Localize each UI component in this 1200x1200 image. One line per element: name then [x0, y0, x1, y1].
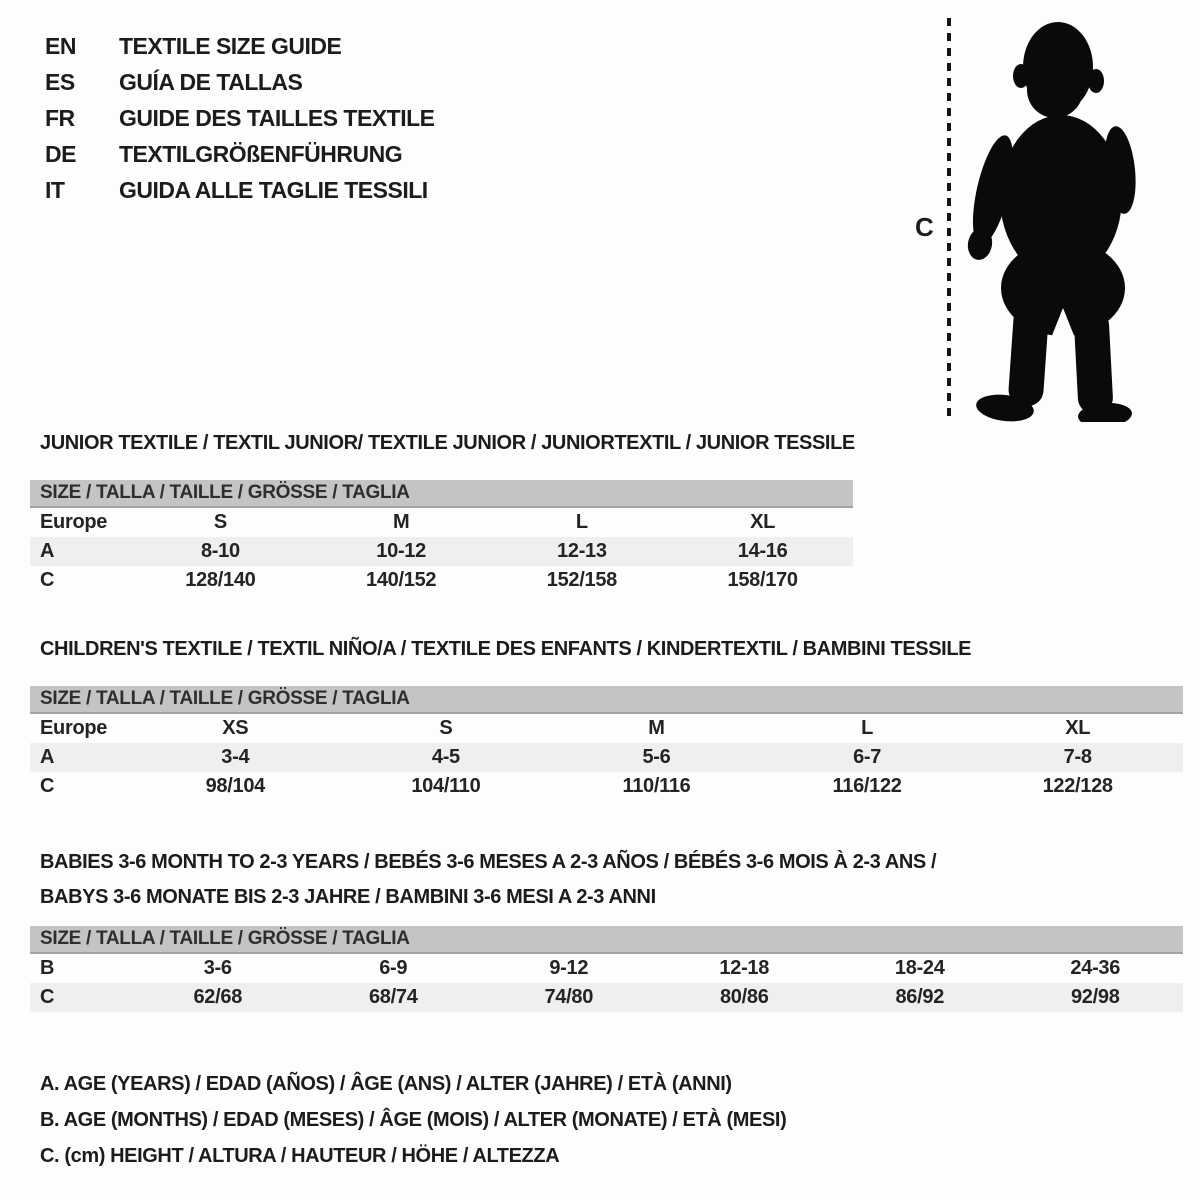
table-cell: 68/74: [368, 986, 418, 1008]
language-code: IT: [45, 176, 65, 203]
table-cell: XL: [750, 511, 776, 533]
language-row: [45, 136, 435, 172]
children-table-rows: [30, 714, 1183, 801]
table-cell: 6-7: [853, 746, 882, 768]
table-cell: 8-10: [200, 540, 240, 562]
table-cell: 10-12: [376, 540, 426, 562]
table-cell: 116/122: [832, 775, 902, 797]
table-cell: 5-6: [642, 746, 671, 768]
table-cell: 86/92: [895, 986, 945, 1008]
language-code: FR: [45, 104, 75, 131]
row-label: Europe: [40, 511, 108, 533]
table-row: [30, 537, 853, 566]
language-title: TEXTILGRÖßENFÜHRUNG: [119, 140, 403, 167]
table-cell: XL: [1065, 717, 1091, 739]
junior-table-rows: [30, 508, 853, 595]
table-cell: 158/170: [727, 569, 798, 591]
row-label: C: [40, 569, 55, 591]
babies-table-rows: [30, 954, 1183, 1012]
language-title: TEXTILE SIZE GUIDE: [119, 32, 342, 59]
table-cell: 74/80: [544, 986, 594, 1008]
table-cell: 128/140: [185, 569, 256, 591]
table-cell: 3-4: [221, 746, 250, 768]
table-cell: 152/158: [546, 569, 617, 591]
table-cell: 24-36: [1070, 957, 1121, 979]
table-cell: 98/104: [205, 775, 265, 797]
height-measure-label: C: [915, 212, 934, 242]
children-size-table: [30, 686, 1183, 801]
language-title: GUIDE DES TAILLES TEXTILE: [119, 104, 435, 131]
table-cell: 62/68: [193, 986, 243, 1008]
babies-section-title-line2: BABYS 3-6 MONATE BIS 2-3 JAHRE / BAMBINI 3-6 MESI A 2-3 ANNI: [40, 886, 656, 908]
table-cell: 9-12: [549, 957, 589, 979]
table-cell: 104/110: [411, 775, 481, 797]
table-cell: 140/152: [366, 569, 437, 591]
table-cell: 12-13: [557, 540, 607, 562]
table-cell: M: [648, 717, 665, 739]
row-label: B: [40, 957, 55, 979]
table-cell: 92/98: [1070, 986, 1120, 1008]
language-row: [45, 172, 435, 208]
baby-silhouette-icon: [957, 12, 1147, 422]
junior-size-table: [30, 480, 853, 595]
table-cell: M: [392, 511, 410, 533]
legend-height-cm: C. (cm) HEIGHT / ALTURA / HAUTEUR / HÖHE / ALTEZZA: [40, 1145, 560, 1167]
table-cell: 122/128: [1042, 775, 1113, 797]
language-code: ES: [45, 68, 75, 95]
legend-age-years: A. AGE (YEARS) / EDAD (AÑOS) / ÂGE (ANS) / ALTER (JAHRE) / ETÀ (ANNI): [40, 1073, 732, 1095]
legend-age-months: B. AGE (MONTHS) / EDAD (MESES) / ÂGE (MOIS) / ALTER (MONATE) / ETÀ (MESI): [40, 1109, 787, 1131]
measurement-legend: [40, 1066, 786, 1174]
table-cell: 6-9: [379, 957, 408, 979]
row-label: A: [40, 746, 55, 768]
table-cell: XS: [222, 717, 249, 739]
table-cell: 14-16: [737, 540, 788, 562]
size-table-header: SIZE / TALLA / TAILLE / GRÖSSE / TAGLIA: [30, 926, 1183, 954]
table-cell: 80/86: [719, 986, 769, 1008]
table-cell: 18-24: [894, 957, 945, 979]
table-cell: L: [861, 717, 874, 739]
language-code: DE: [45, 140, 76, 167]
table-row: [30, 772, 1183, 801]
size-table-header: SIZE / TALLA / TAILLE / GRÖSSE / TAGLIA: [30, 686, 1183, 714]
table-cell: S: [439, 717, 453, 739]
table-row: [30, 954, 1183, 983]
language-title: GUÍA DE TALLAS: [119, 68, 303, 95]
table-cell: L: [575, 511, 588, 533]
row-label: Europe: [40, 717, 108, 739]
language-code: EN: [45, 32, 76, 59]
babies-size-table: [30, 926, 1183, 1012]
language-row: [45, 64, 435, 100]
table-cell: 110/116: [622, 775, 691, 797]
row-label: C: [40, 986, 55, 1008]
row-label: A: [40, 540, 55, 562]
language-title: GUIDA ALLE TAGLIE TESSILI: [119, 176, 428, 203]
table-cell: 12-18: [719, 957, 770, 979]
table-cell: S: [213, 511, 227, 533]
row-label: C: [40, 775, 55, 797]
babies-section-title-line1: BABIES 3-6 MONTH TO 2-3 YEARS / BEBÉS 3-6 MESES A 2-3 AÑOS / BÉBÉS 3-6 MOIS À 2-3 ANS /: [40, 851, 937, 873]
table-cell: 7-8: [1063, 746, 1092, 768]
table-cell: 4-5: [431, 746, 460, 768]
size-table-header: SIZE / TALLA / TAILLE / GRÖSSE / TAGLIA: [30, 480, 853, 508]
table-cell: 3-6: [203, 957, 232, 979]
table-row: [30, 508, 853, 537]
babies-section-title: [40, 845, 960, 915]
children-section-title: CHILDREN'S TEXTILE / TEXTIL NIÑO/A / TEXTILE DES ENFANTS / KINDERTEXTIL / BAMBINI TESSILE: [40, 638, 972, 660]
language-header: [45, 28, 435, 208]
table-row: [30, 566, 853, 595]
table-row: [30, 983, 1183, 1012]
language-row: [45, 28, 435, 64]
language-row: [45, 100, 435, 136]
junior-section-title: JUNIOR TEXTILE / TEXTIL JUNIOR/ TEXTILE JUNIOR / JUNIORTEXTIL / JUNIOR TESSILE: [40, 432, 855, 454]
height-measure-dashed-line: [947, 18, 951, 416]
table-row: [30, 714, 1183, 743]
table-row: [30, 743, 1183, 772]
